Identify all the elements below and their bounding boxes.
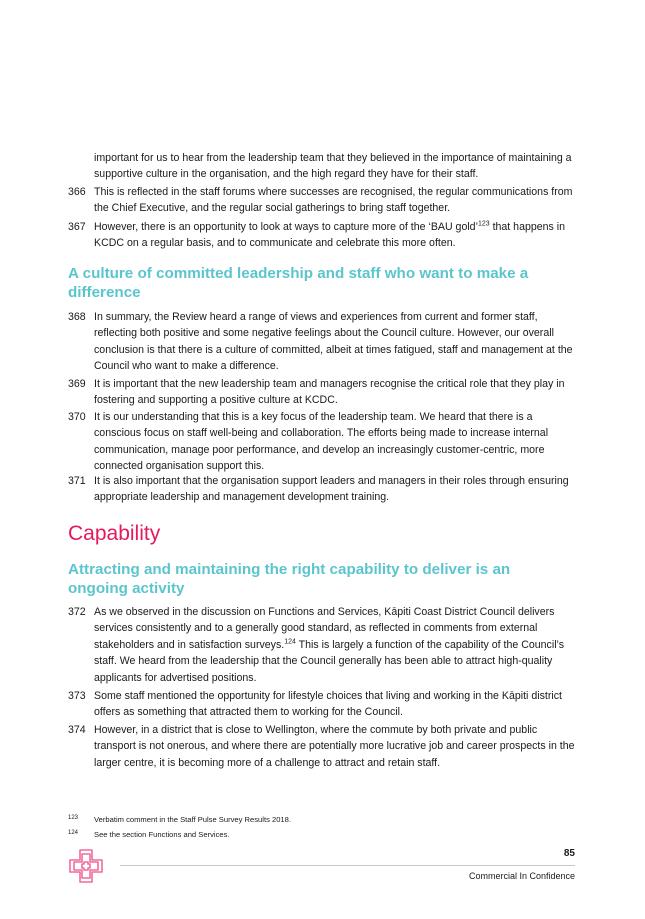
paragraph-number: 372 (68, 606, 86, 618)
paragraph-374 (68, 722, 578, 771)
paragraph-number: 366 (68, 186, 86, 198)
paragraph-text: It is important that the new leadership team and managers recognise the critical role that they play in fostering and supporting a positive culture at KCDC. (94, 378, 565, 407)
paragraph-number: 369 (68, 378, 86, 390)
paragraph-text: It is also important that the organisation support leaders and managers in their roles through ensuring appropriate leadership and management development training. (94, 475, 569, 504)
paragraph-text: This is reflected in the staff forums where successes are recognised, the regular communications from the Chief Executive, and the regular social gatherings to bring staff together. (94, 186, 573, 215)
paragraph-number: 374 (68, 724, 86, 736)
paragraph-number: 368 (68, 311, 86, 323)
footnote-text: See the section Functions and Services. (94, 830, 230, 839)
section-heading-capability: Capability (68, 522, 161, 545)
section-heading-culture: A culture of committed leadership and staff who want to make a difference (68, 265, 529, 301)
paragraph-continuation (68, 150, 578, 183)
paragraph-text: However, there is an opportunity to look at ways to capture more of the ‘BAU gold’$^{123}$ that happens in KCDC on a regular basis, and to communicate and celebrate this more often. (94, 220, 566, 250)
footnote-ref-123: 123 (477, 220, 490, 228)
footnote-text: Verbatim comment in the Staff Pulse Survey Results 2018. (94, 815, 291, 824)
paragraph-373 (68, 688, 578, 721)
paragraph-number: 367 (68, 221, 86, 233)
footnote-ref-124: 124 (284, 638, 296, 646)
paragraph-text: As we observed in the discussion on Functions and Services, Kāpiti Coast District Council delivers services consistently and to a generally good standard, as reflected in comments from external stakeholders and in satisfaction surveys.$^{124}$ This is largely a function of the capability of the Council’s staff. We heard from the leadership that the Council generally has been able to attract high-quality applicants for advertised positions. (94, 606, 565, 684)
confidentiality-notice: Commercial In Confidence (468, 871, 575, 881)
paragraph-368 (68, 309, 578, 375)
paragraph-text: It is our understanding that this is a key focus of the leadership team. We heard that there is a conscious focus on staff well-being and collaboration. The efforts being made to increase internal communication, manage poor performance, and develop an increasingly customer-centric, more connected organisation support this. (94, 411, 549, 473)
logo-icon (68, 848, 104, 884)
subsection-heading-capability: Attracting and maintaining the right capability to deliver is an ongoing activity (68, 561, 511, 597)
paragraph-text: Some staff mentioned the opportunity for lifestyle choices that living and working in the Kāpiti district offers as something that attracted them to working for the Council. (94, 690, 562, 719)
paragraph-text: In summary, the Review heard a range of views and experiences from current and former staff, reflecting both positive and some negative feelings about the Council culture. However, our overall conclusion is that there is a culture of committed, albeit at times fatigued, staff and management at the Council who want to make a difference. (94, 311, 573, 373)
paragraph-text: However, in a district that is close to Wellington, where the commute by both private and public transport is not onerous, and where there are potentially more lucrative job and career prospects in the larger centre, it is becoming more of a challenge to attract and retain staff. (94, 724, 575, 769)
paragraph-number: 371 (68, 475, 86, 487)
footer-divider (120, 865, 575, 866)
paragraph-367 (68, 219, 578, 252)
paragraph-369 (68, 376, 578, 409)
page-number: 85 (563, 848, 575, 859)
paragraph-number: 373 (68, 690, 86, 702)
paragraph-370 (68, 409, 578, 475)
paragraph-number: 370 (68, 411, 86, 423)
paragraph-371 (68, 473, 578, 506)
paragraph-372 (68, 604, 578, 686)
paragraph-366 (68, 184, 578, 217)
paragraph-text: important for us to hear from the leadership team that they believed in the importance of maintaining a supportive culture in the organisation, and the high regard they have for their staff. (94, 152, 572, 181)
footnote-number: 123 (68, 815, 79, 821)
footnote-number: 124 (68, 830, 79, 836)
